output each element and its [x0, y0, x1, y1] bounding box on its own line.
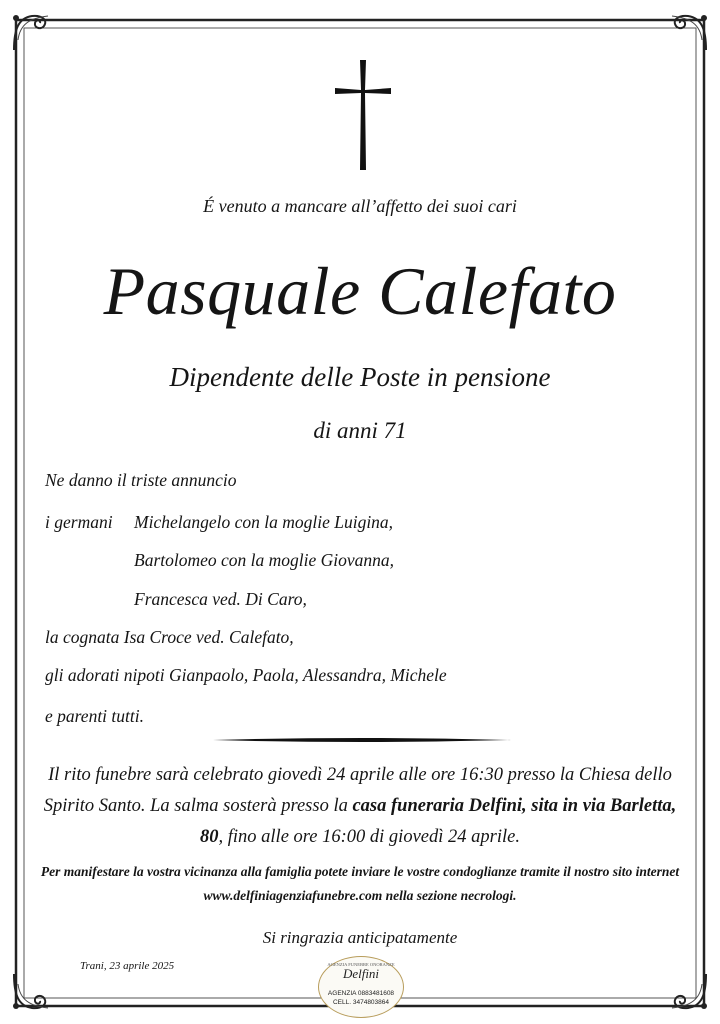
thanks-line: Si ringrazia anticipatamente	[262, 928, 458, 947]
announce-line: Ne danno il triste annuncio	[45, 470, 237, 490]
sibling-item: Bartolomeo con la moglie Giovanna,	[134, 550, 395, 570]
condolence-notice: Per manifestare la vostra vicinanza alla famiglia potete inviare le vostre condoglianze tramite il nostro sito internet www.delfiniagenziafunebre.com nella sezione necrologi.	[40, 864, 680, 903]
logo-phone: AGENZIA 0883481608	[327, 990, 395, 997]
corner-scroll-icon	[666, 968, 712, 1014]
sibling-item: Francesca ved. Di Caro,	[134, 589, 307, 609]
mourner-line: e parenti tutti.	[45, 706, 144, 726]
mourner-line: gli adorati nipoti Gianpaolo, Paola, Alessandra, Michele	[45, 665, 447, 685]
corner-scroll-icon	[666, 10, 712, 56]
funeral-text: Il rito funebre sarà celebrato giovedì 24 aprile alle ore 16:30 presso la Chiesa dello Spirito Santo. La salma sosterà presso la	[43, 765, 672, 816]
siblings-label: i germani	[45, 512, 113, 532]
sibling-item: Michelangelo con la moglie Luigina,	[134, 512, 394, 532]
corner-scroll-icon	[8, 10, 54, 56]
cross-icon	[333, 58, 393, 172]
mourner-line: la cognata Isa Croce ved. Calefato,	[45, 627, 294, 647]
publication-date: Trani, 23 aprile 2025	[80, 960, 175, 972]
deceased-age: di anni 71	[313, 418, 407, 443]
logo-mobile: CELL. 3474803864	[332, 999, 390, 1006]
deceased-role: Dipendente delle Poste in pensione	[169, 362, 551, 392]
funeral-home-location: casa funeraria Delfini, sita in via Barletta, 80	[200, 796, 677, 847]
funeral-text: , fino alle ore 16:00 di giovedì 24 aprile.	[218, 827, 520, 847]
intro-line: É venuto a mancare all’affetto dei suoi cari	[203, 196, 517, 216]
divider-line	[213, 735, 511, 745]
deceased-name: Pasquale Calefato	[103, 253, 617, 329]
funeral-details	[30, 760, 690, 853]
logo-name: Delfini	[342, 966, 380, 981]
corner-scroll-icon	[8, 968, 54, 1014]
agency-logo	[318, 956, 404, 1018]
logo-top-text: AGENZIA FUNEBRE ONORANZE	[327, 962, 395, 967]
